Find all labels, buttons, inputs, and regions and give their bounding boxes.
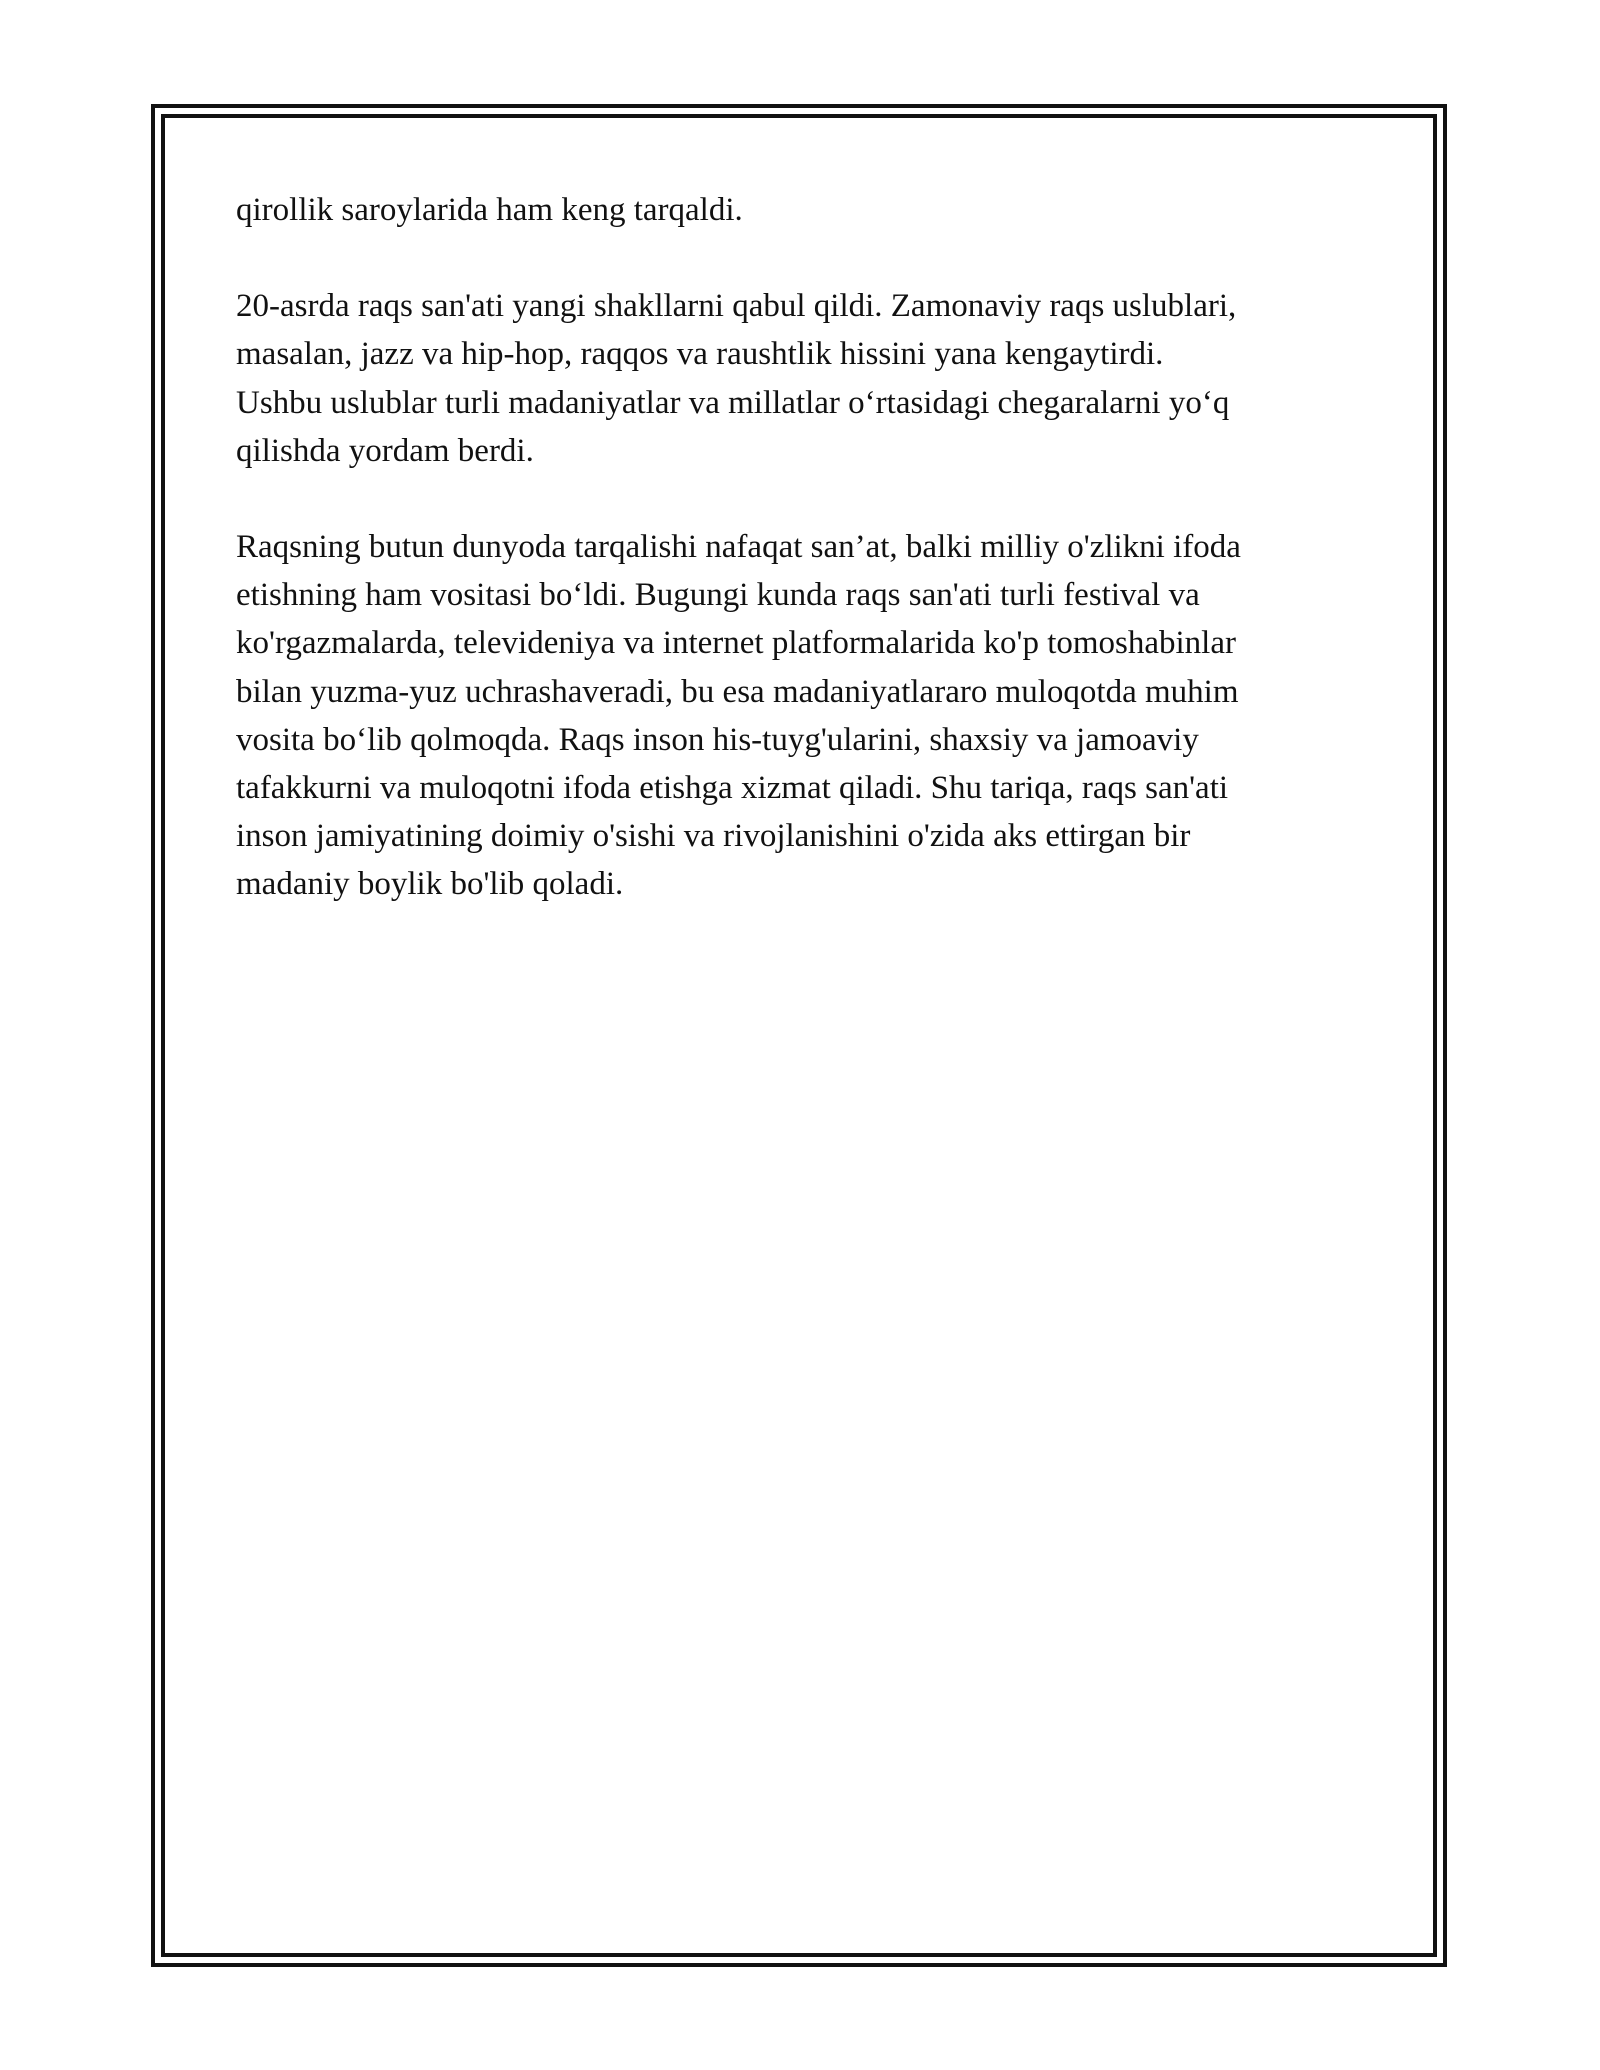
text-line: qirollik saroylarida ham keng tarqaldi. [236, 192, 743, 228]
text-line: qilishda yordam berdi. [236, 432, 534, 469]
text-line: tafakkurni va muloqotni ifoda etishga xizmat qiladi. Shu tariqa, raqs san'ati [236, 770, 1229, 807]
document-body [236, 186, 1366, 957]
text-line: bilan yuzma-yuz uchrashaveradi, bu esa madaniyatlararo muloqotda muhim [236, 673, 1239, 710]
paragraph-2 [236, 282, 1366, 475]
text-line: Ushbu uslublar turli madaniyatlar va millatlar o‘rtasidagi chegaralarni yo‘q [236, 384, 1230, 421]
text-line: ko'rgazmalarda, televideniya va internet platformalarida ko'p tomoshabinlar [236, 625, 1236, 662]
text-line: 20-asrda raqs san'ati yangi shakllarni qabul qildi. Zamonaviy raqs uslublari, [236, 288, 1237, 325]
paragraph-1 [236, 186, 1366, 234]
text-line: masalan, jazz va hip-hop, raqqos va raushtlik hissini yana kengaytirdi. [236, 336, 1164, 373]
text-line: vosita bo‘lib qolmoqda. Raqs inson his-tuyg'ularini, shaxsiy va jamoaviy [236, 721, 1199, 758]
text-line: inson jamiyatining doimiy o'sishi va rivojlanishini o'zida aks ettirgan bir [236, 818, 1191, 855]
text-line: madaniy boylik bo'lib qoladi. [236, 866, 624, 903]
paragraph-3 [236, 523, 1366, 909]
text-line: etishning ham vositasi bo‘ldi. Bugungi kunda raqs san'ati turli festival va [236, 577, 1200, 614]
text-line: Raqsning butun dunyoda tarqalishi nafaqat san’at, balki milliy o'zlikni ifoda [236, 529, 1241, 566]
